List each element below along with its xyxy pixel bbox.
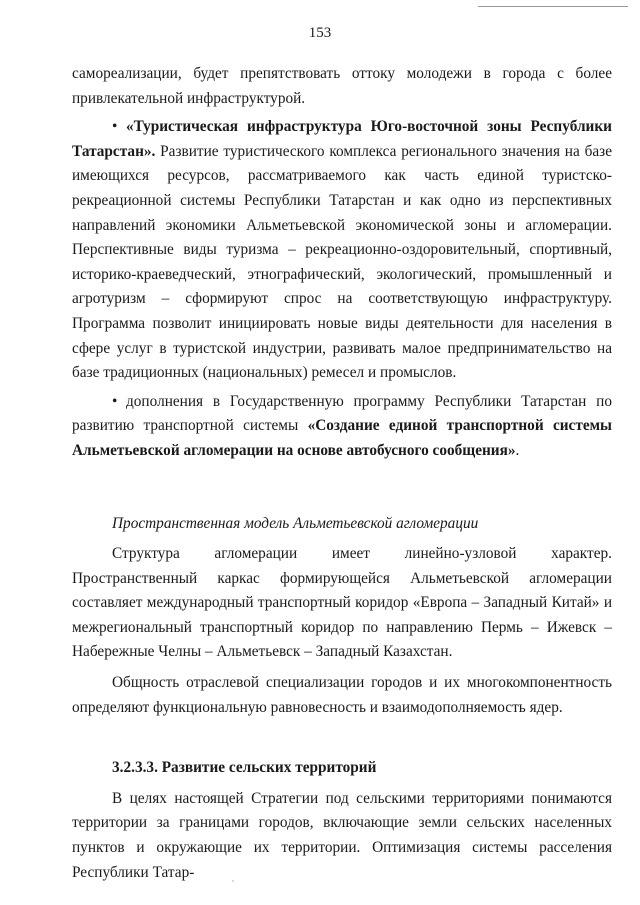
commonality-paragraph: Общность отраслевой специализации городов и их многокомпонентность определяют функциональную равновесность и взаимодополняемость ядер. — [72, 674, 612, 716]
top-rule — [478, 6, 628, 7]
transport-program-title: «Создание единой транспортной системы Альметьевской агломерации на основе автобусного сообщения» — [72, 417, 612, 459]
continuation-paragraph: самореализации, будет препятствовать оттоку молодежи в города с более привлекательной инфраструктурой. — [72, 65, 612, 107]
tourism-program-text: Развитие туристического комплекса регионального значения на базе имеющихся ресурсов, рассматриваемого как часть единой туристско-рекреационной системы Республики Татарстан и как одно из перспективных направлений экономики Альметьевской экономической зоны и агломерации. Перспективные виды туризма – рекреационно-оздоровительный, спортивный, историко-краеведческий, этнографический, экологический, промышленный и агротуризм – сформируют спрос на соответствующую инфраструктуру. Программа позволит инициировать новые виды деятельности для населения в сфере услуг в туристской индустрии, развивать малое предпринимательство на базе традиционных (национальных) ремесел и промыслов. — [72, 142, 612, 382]
transport-program-text: дополнения в Государственную программу Республики Татарстан по развитию транспортной системы — [72, 392, 612, 435]
section-heading: 3.2.3.3. Развитие сельских территорий — [112, 759, 377, 777]
bullet-icon: • — [112, 118, 118, 136]
bullet-icon: • — [112, 392, 118, 410]
spatial-model-subheading: Пространственная модель Альметьевской агломерации — [112, 514, 479, 532]
structure-paragraph: Структура агломерации имеет линейно-узловой характер. Пространственный каркас формирующейся Альметьевской агломерации составляет международный транспортный коридор «Европа – Западный Китай» и межрегиональный транспортный коридор по направлению Пермь – Ижевск – Набережные Челны – Альметьевск – Западный Казахстан. — [72, 545, 612, 661]
bullet-transport — [72, 390, 612, 464]
page-body — [72, 62, 612, 885]
scan-artifact — [232, 880, 234, 882]
transport-program-tail: . — [515, 441, 520, 459]
rural-paragraph: В целях настоящей Стратегии под сельскими территориями понимаются территории за границами городов, включающие земли сельских населенных пунктов и окружающие их территории. Оптимизация системы расселения Республики Татар- — [72, 789, 612, 881]
tourism-program-title: «Туристическая инфраструктура Юго-восточной зоны Республики Татарстан». — [72, 118, 612, 160]
page-number: 153 — [308, 25, 332, 41]
bullet-tourism — [72, 115, 612, 386]
